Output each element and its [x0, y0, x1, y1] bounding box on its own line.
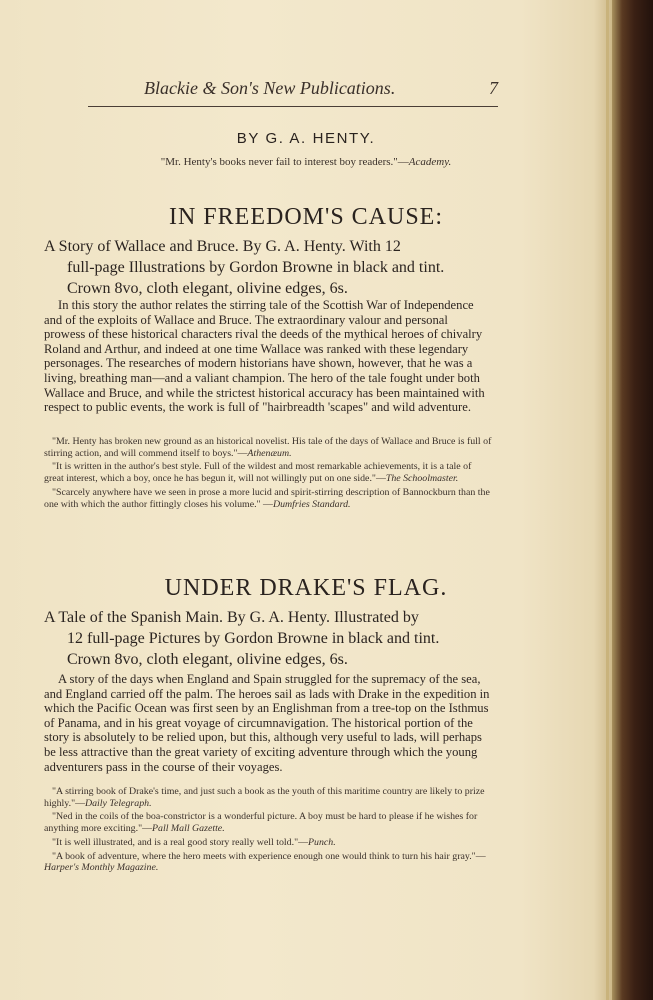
subtitle-line: Crown 8vo, cloth elegant, olivine edges, 6s. — [67, 280, 348, 297]
review — [44, 461, 492, 484]
book-description: In this story the author relates the stirring tale of the Scottish War of Independence and of the exploits of Wallace and Bruce. The extraordinary valour and personal prowess of these historical characters rival the deeds of the mythical heroes of chivalry Roland and Arthur, and indeed at one time Wallace was ranked with these legendary personages. The researches of modern historians have shown, however, that he was a living, breathing man—and a valiant champion. The hero of the tale fought under both Wallace and Bruce, and while the strictest historical accuracy has been maintained with respect to public events, the work is full of "hairbreadth 'scapes" and wild adventure. — [44, 298, 485, 415]
review — [44, 837, 492, 849]
author-quote-source: Academy. — [408, 156, 452, 168]
review-text: "It is well illustrated, and is a real good story really well told."— — [52, 836, 308, 848]
book-reviews — [44, 786, 492, 876]
review-text: "A book of adventure, where the hero meets with experience enough one would think to turn his hair gray."— — [52, 850, 486, 862]
review — [44, 811, 492, 834]
review — [44, 487, 492, 510]
running-title: Blackie & Son's New Publications. — [144, 78, 396, 98]
subtitle-line: 12 full-page Pictures by Gordon Browne in black and tint. — [67, 630, 440, 647]
review — [44, 851, 492, 874]
subtitle-line: A Story of Wallace and Bruce. By G. A. Henty. With 12 — [44, 238, 401, 255]
book-title: UNDER DRAKE'S FLAG. — [164, 575, 448, 601]
book-description: A story of the days when England and Spain struggled for the supremacy of the sea, and England carried off the palm. The heroes sail as lads with Drake in the expedition in which the Pacific Ocean was first seen by an Englishman from a tree-top on the Isthmus of Panama, and in his great voyage of circumnavigation. The historical portion of the story is absolutely to be relied upon, but this, although very useful to lads, will perhaps be less attractive than the great variety of exciting adventure through which the young adventurers pass in the course of their voyages. — [44, 672, 490, 774]
book-title: IN FREEDOM'S CAUSE: — [168, 204, 444, 230]
page-header — [88, 78, 498, 98]
review-text: "Ned in the coils of the boa-constrictor is a wonderful picture. A boy must be hard to please if he wishes for anything more exciting."— — [44, 811, 478, 835]
review — [44, 786, 492, 809]
review-source: Athenæum. — [247, 447, 292, 459]
subtitle-line: Crown 8vo, cloth elegant, olivine edges, 6s. — [67, 651, 348, 668]
subtitle-line: full-page Illustrations by Gordon Browne in black and tint. — [67, 259, 445, 276]
review-text: "It is written in the author's best style. Full of the wildest and most remarkable achievements, it is a tale of great interest, which a boy, once he has begun it, will not willingly put on one side."— — [44, 461, 472, 485]
review-source: Dumfries Standard. — [272, 498, 351, 510]
page-edge — [606, 0, 609, 1000]
header-rule — [88, 106, 498, 107]
review — [44, 436, 492, 459]
page-number: 7 — [489, 78, 498, 98]
book-reviews — [44, 436, 492, 512]
review-source: Harper's Monthly Magazine. — [44, 862, 159, 874]
review-text: "Scarcely anywhere have we seen in prose a more lucid and spirit-stirring description of Bannockburn than the one with which the author fittingly closes his volume." — — [44, 486, 490, 510]
review-source: The Schoolmaster. — [385, 473, 459, 485]
author-quote: "Mr. Henty's books never fail to interest boy readers."—Academy. — [160, 156, 452, 168]
book-subtitle — [44, 236, 492, 299]
book-subtitle — [44, 607, 492, 670]
author-quote-text: "Mr. Henty's books never fail to interest boy readers." — [160, 156, 398, 168]
review-text: "A stirring book of Drake's time, and just such a book as the youth of this maritime country are likely to prize highly."— — [44, 786, 485, 809]
review-source: Pall Mall Gazette. — [151, 823, 225, 835]
author-heading: BY G. A. HENTY. — [236, 130, 376, 147]
subtitle-line: A Tale of the Spanish Main. By G. A. Henty. Illustrated by — [44, 609, 419, 626]
review-source: Daily Telegraph. — [84, 797, 152, 809]
book-binding — [612, 0, 653, 1000]
review-text: "Mr. Henty has broken new ground as an historical novelist. His tale of the days of Wallace and Bruce is full of stirring action, and will commend itself to boys."— — [44, 436, 492, 459]
review-source: Punch. — [307, 836, 336, 848]
